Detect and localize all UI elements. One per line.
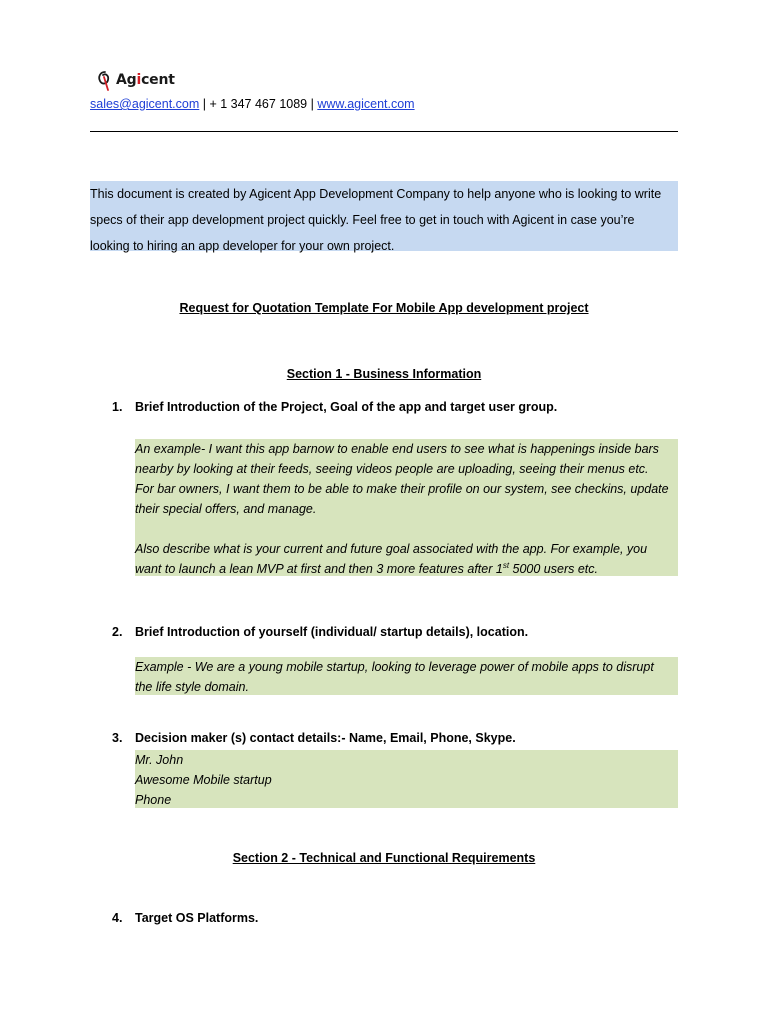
agicent-logo <box>96 68 175 92</box>
brand-name-suffix: cent <box>141 72 175 88</box>
question-text: Brief Introduction of the Project, Goal of the app and target user group. <box>135 400 558 414</box>
phone-text: | + 1 347 467 1089 | <box>199 97 318 111</box>
example-line: the life style domain. <box>135 680 249 694</box>
contact-name: Mr. John <box>135 753 184 767</box>
agicent-logo-icon <box>96 69 114 91</box>
intro-line: looking to hiring an app developer for your own project. <box>90 239 395 253</box>
question-number: 1. <box>112 400 123 414</box>
example-line-part: want to launch a lean MVP at first and then 3 more features after 1 <box>135 562 503 576</box>
question-1 <box>112 400 557 414</box>
brand-name <box>116 72 175 88</box>
ordinal-superscript: st <box>502 560 510 570</box>
example-line: For bar owners, I want them to be able to make their profile on our system, see checkins, update <box>135 482 669 496</box>
email-link[interactable]: sales@agicent.com <box>90 97 200 111</box>
question-text: Brief Introduction of yourself (individual/ startup details), location. <box>135 625 529 639</box>
header-divider <box>90 131 678 132</box>
example-line: Example - We are a young mobile startup, looking to leverage power of mobile apps to disrupt <box>135 660 654 674</box>
example-line: Also describe what is your current and future goal associated with the app. For example, you <box>135 542 648 556</box>
question-2 <box>112 625 528 639</box>
section-1-heading: Section 1 - Business Information <box>286 367 482 381</box>
contact-company: Awesome Mobile startup <box>135 773 272 787</box>
example-block-3 <box>135 750 678 808</box>
question-text: Decision maker (s) contact details:- Name, Email, Phone, Skype. <box>135 731 516 745</box>
question-number: 4. <box>112 911 123 925</box>
contact-phone: Phone <box>135 793 172 807</box>
question-number: 3. <box>112 731 123 745</box>
intro-line: specs of their app development project quickly. Feel free to get in touch with Agicent in case you’re <box>90 213 635 227</box>
intro-block <box>90 181 678 251</box>
example-block-2 <box>135 657 678 695</box>
brand-name-prefix: Ag <box>116 72 137 88</box>
example-block-1 <box>135 439 678 576</box>
section-2-heading: Section 2 - Technical and Functional Requirements <box>232 851 536 865</box>
question-text: Target OS Platforms. <box>135 911 259 925</box>
brand-name-highlight: i <box>136 72 142 88</box>
example-line: nearby by looking at their feeds, seeing videos people are uploading, seeing their menus etc. <box>135 462 649 476</box>
question-4 <box>112 911 258 925</box>
question-3 <box>112 731 516 745</box>
question-number: 2. <box>112 625 123 639</box>
example-line: An example- I want this app barnow to enable end users to see what is happenings inside bars <box>135 442 659 456</box>
contact-line <box>90 97 415 111</box>
document-title: Request for Quotation Template For Mobile App development project <box>179 301 589 315</box>
example-line <box>135 559 678 579</box>
example-line: their special offers, and manage. <box>135 502 317 516</box>
intro-line: This document is created by Agicent App Development Company to help anyone who is looking to write <box>90 187 662 201</box>
website-link[interactable]: www.agicent.com <box>317 97 415 111</box>
example-line-part: 5000 users etc. <box>509 562 598 576</box>
